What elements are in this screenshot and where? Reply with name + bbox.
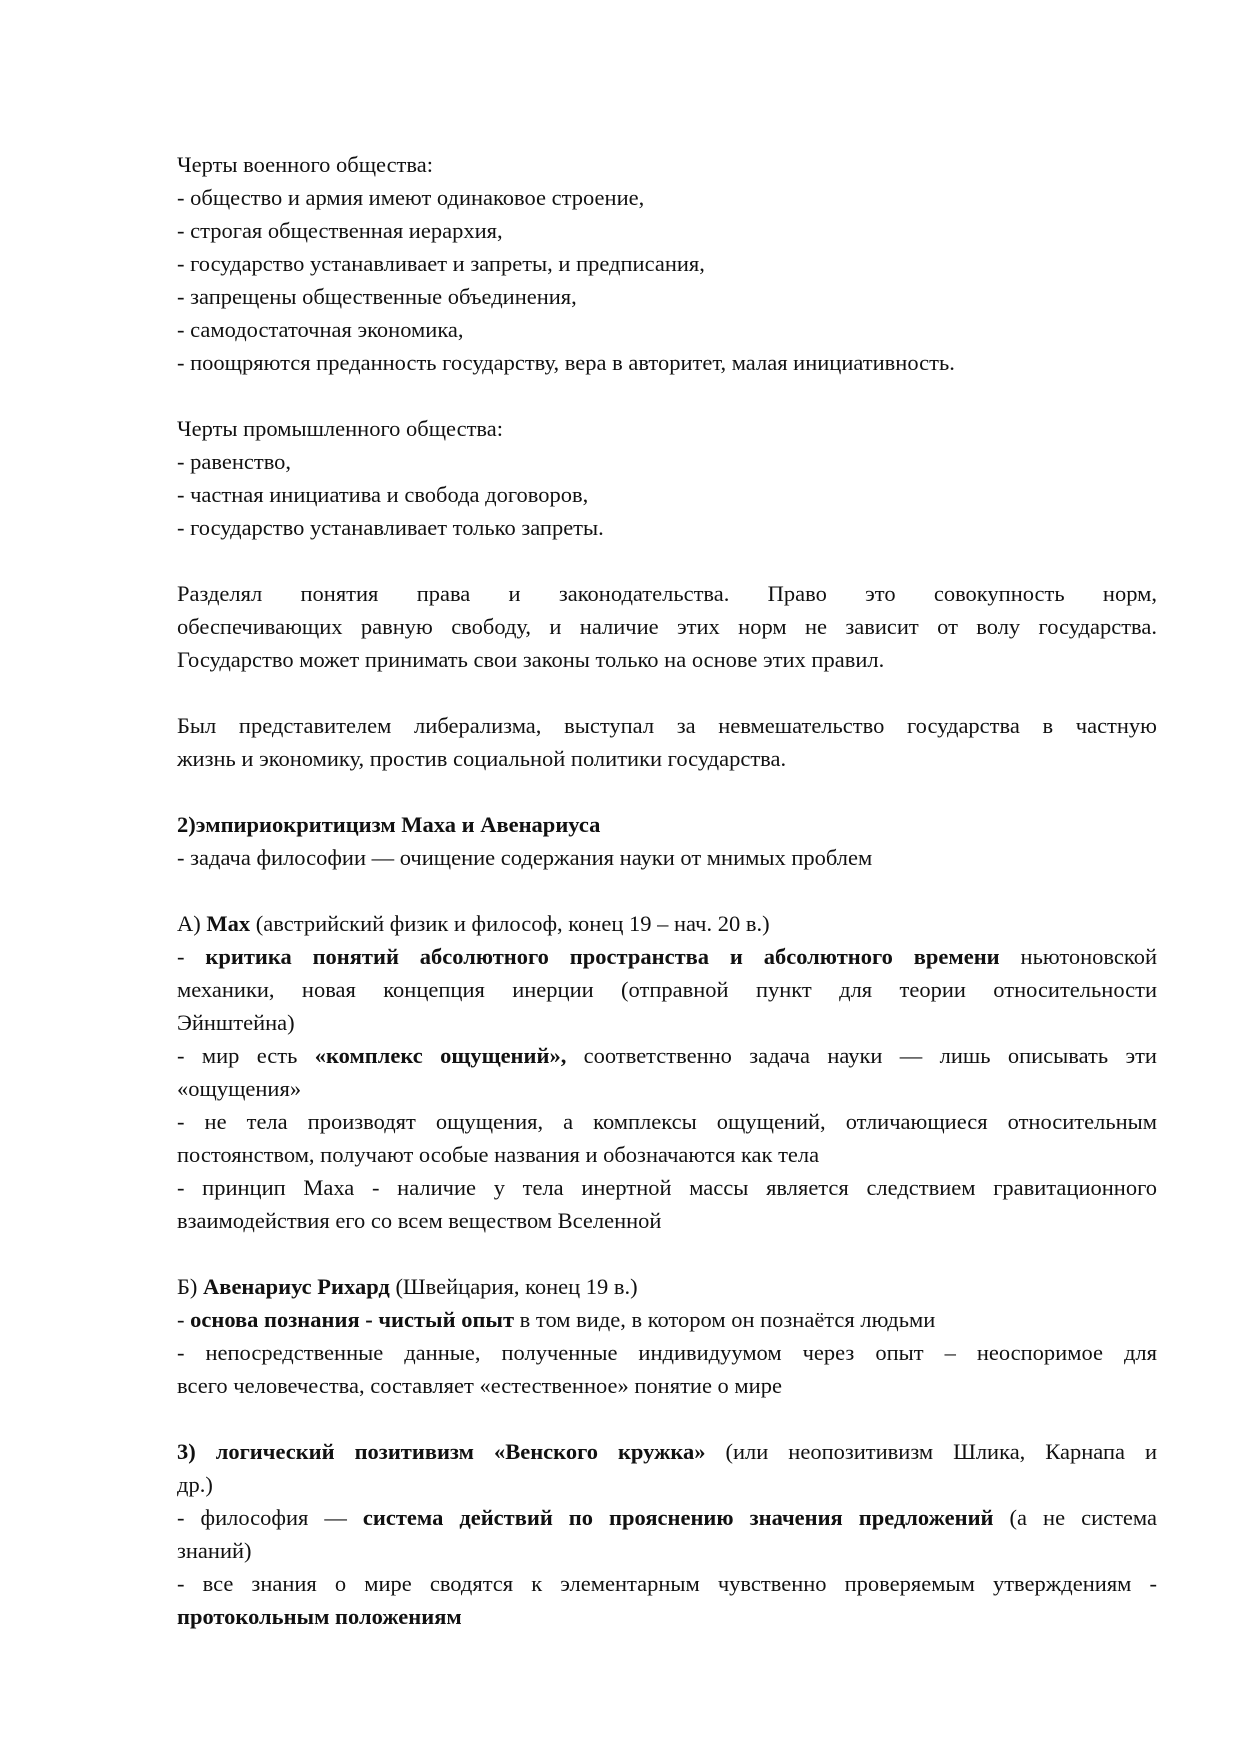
text: (или неопозитивизм Шлика, Карнапа и (705, 1439, 1158, 1464)
mach-point-line: Эйнштейна) (177, 1010, 295, 1035)
mach-heading (177, 907, 1157, 940)
mach-name: Мах (206, 911, 251, 936)
section-heading-text: 2)эмпириокритицизм Маха и Авенариуса (177, 812, 601, 837)
mach-desc: (австрийский физик и философ, конец 19 – нач. 20 в.) (250, 911, 770, 936)
list-item: - общество и армия имеют одинаковое строение, (177, 185, 645, 210)
mach-prefix: А) (177, 911, 207, 936)
avenarius-point-line: всего человечества, составляет «естественное» понятие о мире (177, 1373, 782, 1398)
text: - философия — (177, 1505, 363, 1530)
paragraph-line: Разделял понятия права и законодательства. Право это совокупность норм, (177, 581, 1157, 606)
list-item: - равенство, (177, 449, 292, 474)
list-item: - строгая общественная иерархия, (177, 218, 503, 243)
logical-heading (177, 1435, 1157, 1468)
military-heading: Черты военного общества: (177, 152, 433, 177)
section-heading (177, 808, 1157, 841)
list-item: - частная инициатива и свобода договоров, (177, 482, 589, 507)
logical-point-line (177, 1501, 1157, 1534)
mach-point-line: «ощущения» (177, 1076, 302, 1101)
industrial-heading: Черты промышленного общества: (177, 416, 503, 441)
list-item: - запрещены общественные объединения, (177, 284, 577, 309)
text: соответственно задача науки — лишь описывать эти (566, 1043, 1157, 1068)
logical-heading-line: др.) (177, 1472, 213, 1497)
document-page (177, 148, 1157, 1633)
list-item: - задача философии — очищение содержания науки от мнимых проблем (177, 845, 873, 870)
bold-text: критика понятий абсолютного пространства и абсолютного времени (205, 944, 1000, 969)
text: - мир есть (177, 1043, 315, 1068)
avenarius-heading (177, 1270, 1157, 1303)
mach-point-line: - не тела производят ощущения, а комплексы ощущений, отличающиеся относительным (177, 1109, 1157, 1134)
bold-text: «комплекс ощущений», (314, 1043, 567, 1068)
text: (а не система (993, 1505, 1157, 1530)
paragraph-line: обеспечивающих равную свободу, и наличие этих норм не зависит от волу государства. (177, 614, 1157, 639)
logical-point-line (177, 1600, 1157, 1633)
paragraph-line: Государство может принимать свои законы только на основе этих правил. (177, 647, 885, 672)
avenarius-point-line (177, 1303, 1157, 1336)
text: ньютоновской (999, 944, 1157, 969)
dash: - (177, 944, 206, 969)
mach-point-line: постоянством, получают особые названия и обозначаются как тела (177, 1142, 820, 1167)
logical-point-line: знаний) (177, 1538, 252, 1563)
mach-point-line: механики, новая концепция инерции (отправной пункт для теории относительности (177, 977, 1157, 1002)
list-item: - государство устанавливает только запреты. (177, 515, 604, 540)
list-item: - государство устанавливает и запреты, и предписания, (177, 251, 705, 276)
bold-text: 3) логический позитивизм «Венского кружка» (177, 1439, 706, 1464)
list-item: - самодостаточная экономика, (177, 317, 464, 342)
mach-point-line: - принцип Маха - наличие у тела инертной массы является следствием гравитационного (177, 1175, 1157, 1200)
paragraph-line: Был представителем либерализма, выступал за невмешательство государства в частную (177, 713, 1157, 738)
mach-point-line (177, 940, 1157, 973)
mach-point-line (177, 1039, 1157, 1072)
bold-text: система действий по прояснению значения предложений (362, 1505, 994, 1530)
list-item: - поощряются преданность государству, вера в авторитет, малая инициативность. (177, 350, 955, 375)
mach-point-line: взаимодействия его со всем веществом Вселенной (177, 1208, 662, 1233)
avenarius-prefix: Б) (177, 1274, 204, 1299)
text: в том виде, в котором он познаётся людьми (514, 1307, 936, 1332)
logical-point-line: - все знания о мире сводятся к элементарным чувственно проверяемым утверждениям - (177, 1571, 1157, 1596)
bold-text: основа познания - чистый опыт (190, 1307, 515, 1332)
paragraph-line: жизнь и экономику, простив социальной политики государства. (177, 746, 787, 771)
avenarius-name: Авенариус Рихард (203, 1274, 390, 1299)
bold-text: протокольным положениям (177, 1604, 462, 1629)
avenarius-point-line: - непосредственные данные, полученные индивидуумом через опыт – неоспоримое для (177, 1340, 1157, 1365)
dash: - (177, 1307, 191, 1332)
avenarius-desc: (Швейцария, конец 19 в.) (389, 1274, 638, 1299)
